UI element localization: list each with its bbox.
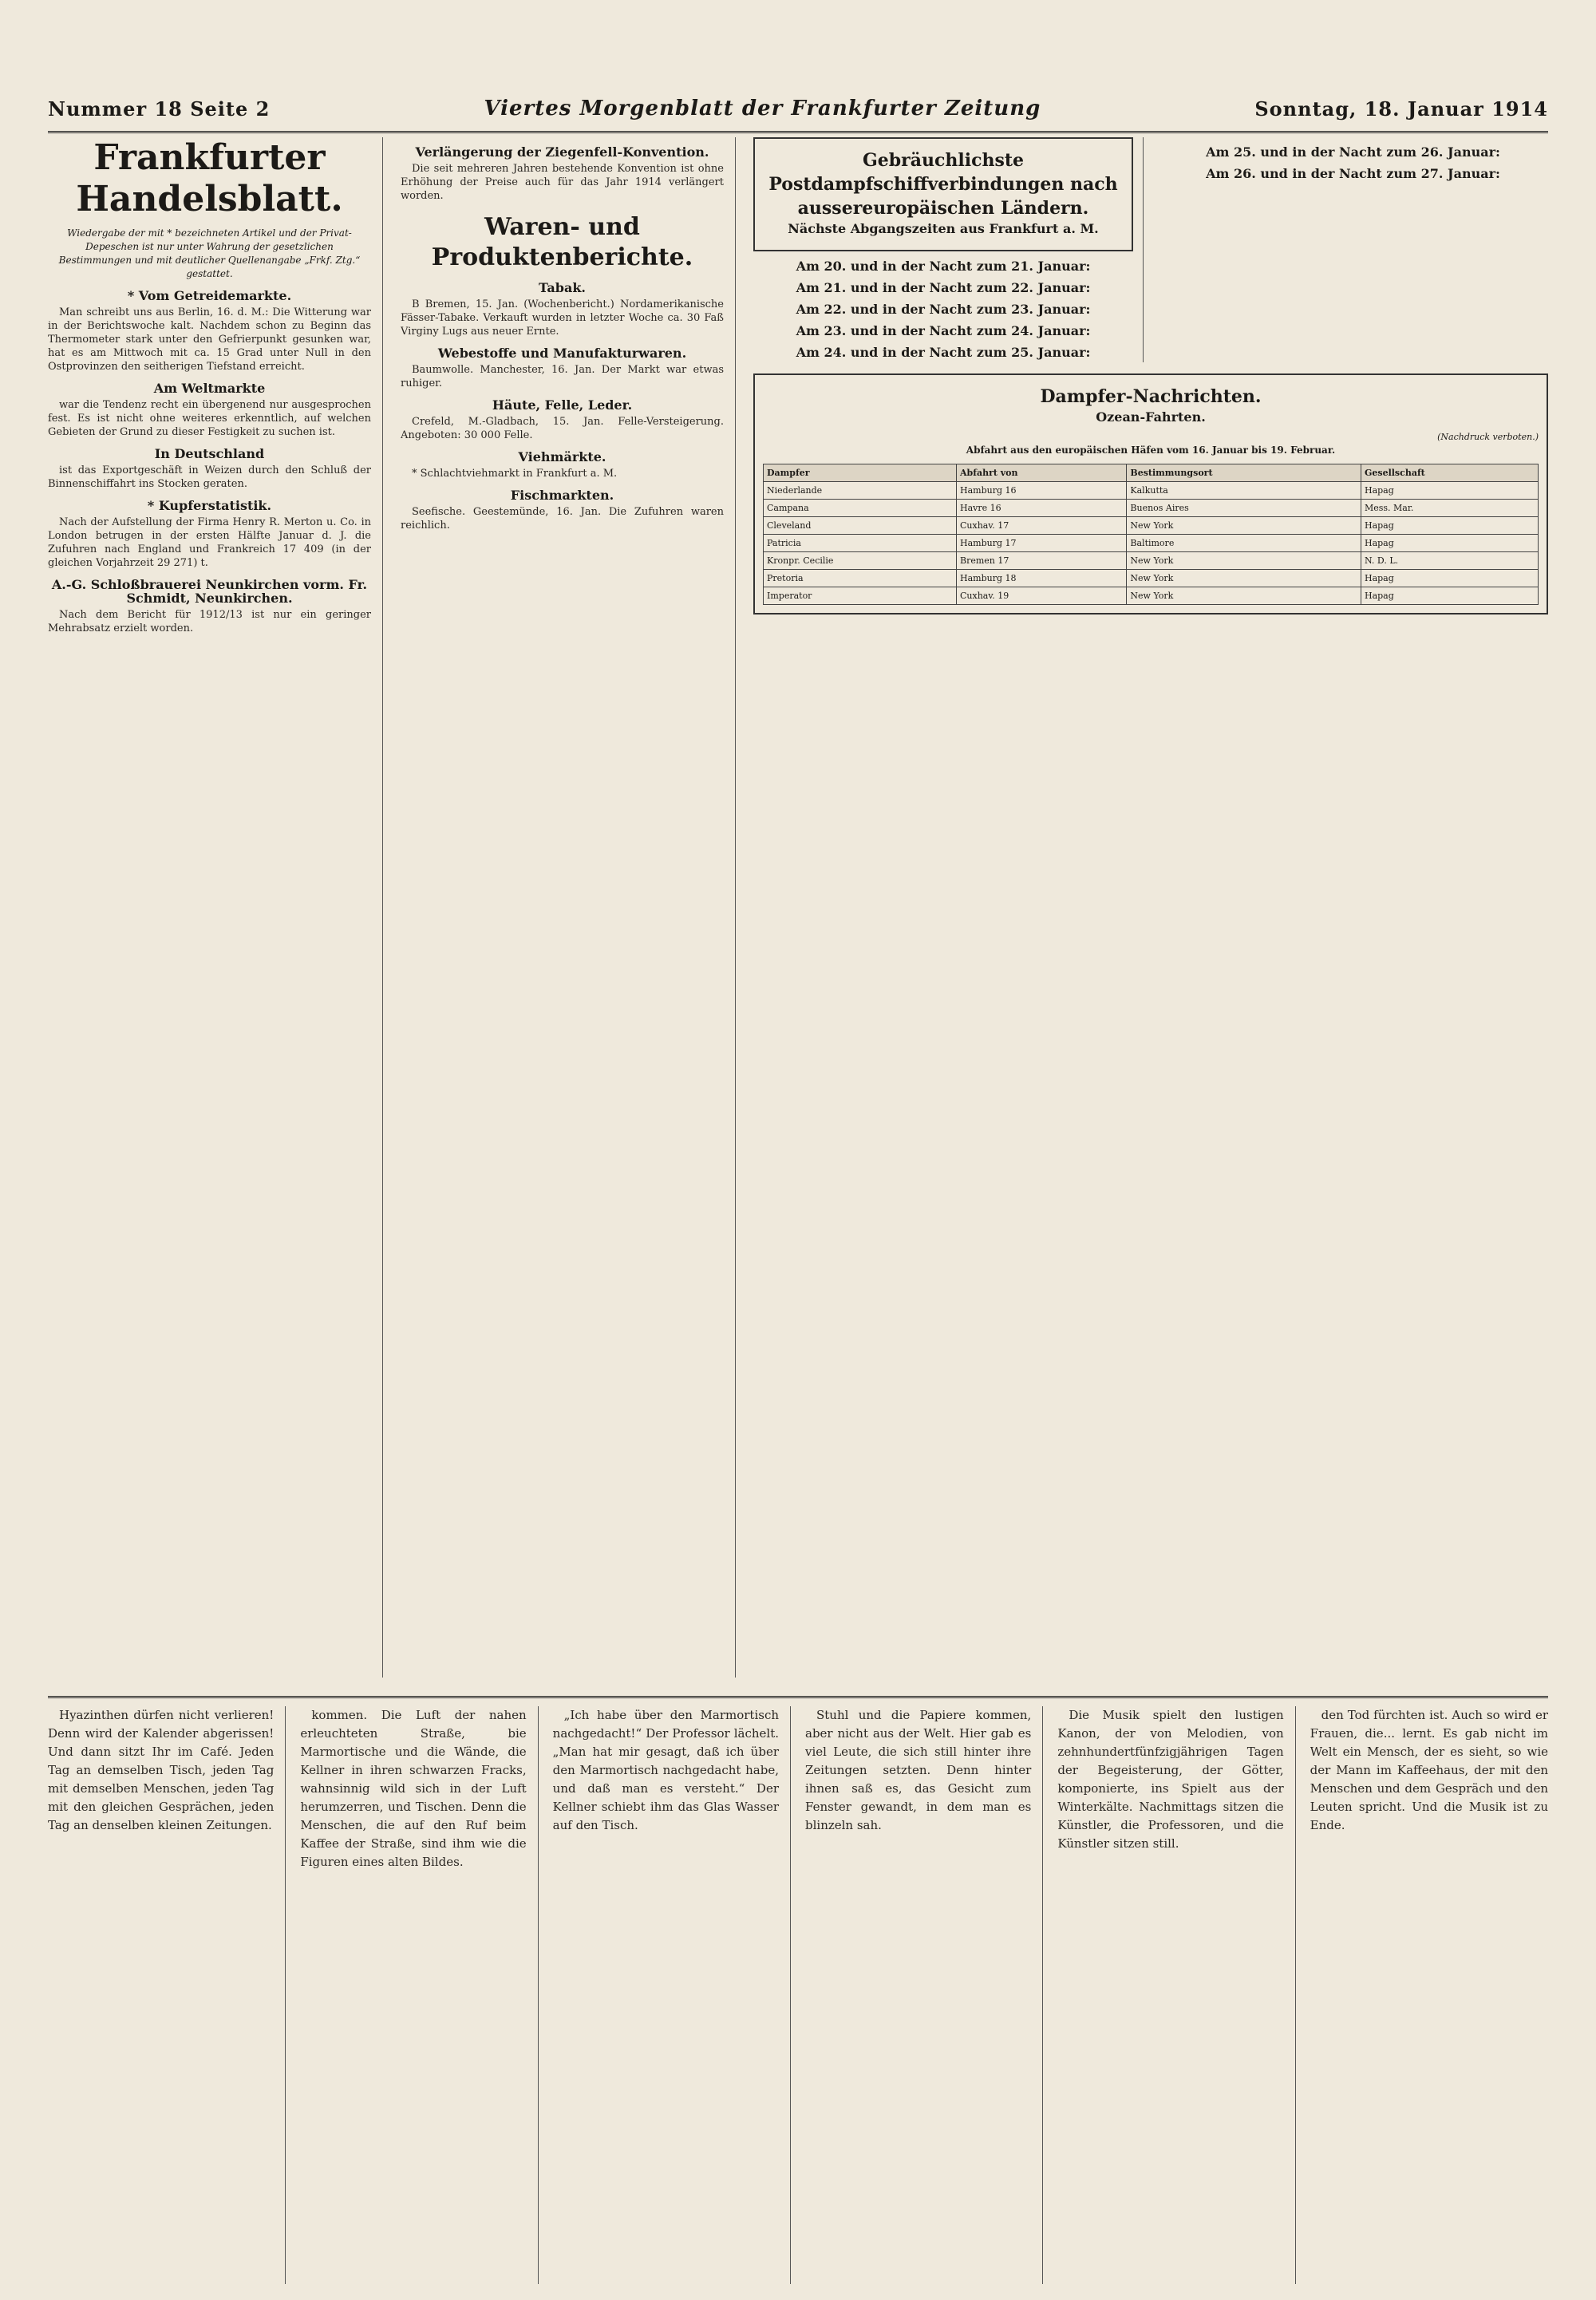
subsection — [401, 398, 724, 442]
ship-company: Hapag — [1361, 482, 1538, 500]
ship-company: Mess. Mar. — [1361, 500, 1538, 517]
postal-box-title: Gebräuchlichste Postdampfschiffverbindungen nach aussereuropäischen Ländern. — [768, 150, 1118, 219]
ship-name: Pretoria — [764, 570, 957, 587]
masthead — [48, 86, 1548, 133]
ship-company: Hapag — [1361, 587, 1538, 605]
postal-schedule-left — [753, 137, 1144, 362]
ship-name: Cleveland — [764, 517, 957, 535]
issue-date: Sonntag, 18. Januar 1914 — [1254, 97, 1548, 121]
departure-heading: Am 26. und in der Nacht zum 27. Januar: — [1206, 166, 1500, 181]
ship-departure: Bremen 17 — [956, 552, 1126, 570]
subsection-heading: Tabak. — [539, 280, 586, 295]
postal-box-subtitle: Nächste Abgangszeiten aus Frankfurt a. M. — [788, 221, 1099, 236]
subsection-heading: Webestoffe und Manufakturwaren. — [437, 346, 687, 361]
table-header: Abfahrt von — [956, 464, 1126, 482]
ship-destination: New York — [1127, 587, 1361, 605]
subsection-text: Baumwolle. Manchester, 16. Jan. Der Markt war etwas ruhiger. — [401, 364, 724, 389]
feuilleton-section — [48, 1696, 1548, 2284]
feuilleton-text: Stuhl und die Papiere kommen, aber nicht aus der Welt. Hier gab es viel Leute, die sich still hinter ihre Zeitungen setzten. Denn hinter ihnen saß es, das Gesicht zum Fenster gewandt, in dem man es blinzeln sah. — [805, 1708, 1032, 1832]
subsection — [401, 281, 724, 338]
ship-departure: Cuxhav. 19 — [956, 587, 1126, 605]
copyright-notice: Wiedergabe der mit * bezeichneten Artikel und der Privat-Depeschen ist nur unter Wahrung der gesetzlichen Bestimmungen und mit deutlicher Quellenangabe „Frkf. Ztg.“ gestattet. — [58, 227, 361, 279]
subsection-heading: Häute, Felle, Leder. — [492, 397, 633, 413]
feuilleton-text: kommen. Die Luft der nahen erleuchteten Straße, bie Marmortische und die Wände, die Kellner in ihren schwarzen Fracks, wahnsinnig wild sich in der Luft herumzerren, und Tischen. Denn die Menschen, die auf den Ruf beim Kaffee der Straße, sind ihm wie die Figuren eines alten Bildes. — [300, 1708, 527, 1869]
table-row — [764, 482, 1539, 500]
ship-name: Kronpr. Cecilie — [764, 552, 957, 570]
ship-table — [763, 464, 1539, 605]
ship-departure: Hamburg 18 — [956, 570, 1126, 587]
subsection-text: B Bremen, 15. Jan. (Wochenbericht.) Nordamerikanische Fässer-Tabake. Verkauft wurden in letzter Woche ca. 30 Faß Virginy Lugs aus neuer Ernte. — [401, 298, 724, 338]
handelsblatt-column — [48, 137, 383, 1678]
feuilleton-text: Hyazinthen dürfen nicht verlieren! Denn wird der Kalender abgerissen! Und dann sitzt Ihr im Café. Jeden Tag an demselben Tisch, jeden Tag mit demselben Menschen, jeden Tag mit den gleichen Gesprächen, jeden Tag an denselben kleinen Zeitungen. — [48, 1708, 275, 1832]
subsection-text: Crefeld, M.-Gladbach, 15. Jan. Felle-Versteigerung. Angeboten: 30 000 Felle. — [401, 416, 724, 441]
ship-departure: Havre 16 — [956, 500, 1126, 517]
table-row — [764, 587, 1539, 605]
departure-heading: Am 20. und in der Nacht zum 21. Januar: — [796, 259, 1091, 274]
ship-departure: Hamburg 16 — [956, 482, 1126, 500]
ship-destination: New York — [1127, 552, 1361, 570]
feuilleton-text: Die Musik spielt den lustigen Kanon, der von Melodien, von zehnhundertfünfzigjährigen Tagen der Begeisterung, der Götter, komponierte, ins Spielt aus der Winterkälte. Nachmittags sitzen die Künstler, die Professoren, und die Künstler sitzen still. — [1057, 1708, 1284, 1851]
subsection-text: Seefische. Geestemünde, 16. Jan. Die Zufuhren waren reichlich. — [401, 506, 724, 532]
convention-text: Die seit mehreren Jahren bestehende Konvention ist ohne Erhöhung der Preise auch für das Jahr 1914 verlängert worden. — [401, 163, 724, 202]
subsection-heading: Viehmärkte. — [518, 449, 606, 464]
departure-heading: Am 23. und in der Nacht zum 24. Januar: — [796, 323, 1091, 338]
subsection — [401, 450, 724, 480]
ship-destination: New York — [1127, 570, 1361, 587]
article-text: Nach der Aufstellung der Firma Henry R. Merton u. Co. in London betrugen in der ersten Hälfte Januar d. J. die Zufuhren nach England und Frankreich 17 409 (in der gleichen Vorjahrzeit 29 271) t. — [48, 516, 371, 569]
feuilleton-text: den Tod fürchten ist. Auch so wird er Frauen, die... lernt. Es gab nicht im Welt ein Mensch, der es sieht, so wie der Mann im Kaffeehaus, der mit den Menschen und dem Gespräch und den Leuten spricht. Und die Musik ist zu Ende. — [1310, 1708, 1548, 1832]
ship-news-subtitle: Ozean-Fahrten. — [1096, 409, 1206, 425]
article — [48, 381, 371, 439]
subsection-heading: Fischmarkten. — [510, 488, 614, 503]
ship-name: Niederlande — [764, 482, 957, 500]
ship-destination: Kalkutta — [1127, 482, 1361, 500]
ship-company: Hapag — [1361, 570, 1538, 587]
article-heading: A.-G. Schloßbrauerei Neunkirchen vorm. Fr. Schmidt, Neunkirchen. — [51, 577, 368, 606]
table-row — [764, 517, 1539, 535]
ship-news — [753, 373, 1548, 615]
table-header: Dampfer — [764, 464, 957, 482]
reprint-notice: (Nachdruck verboten.) — [1437, 432, 1539, 442]
ship-destination: Buenos Aires — [1127, 500, 1361, 517]
postal-schedule-right — [1158, 137, 1548, 362]
article-text: ist das Exportgeschäft in Weizen durch den Schluß der Binnenschiffahrt ins Stocken geraten. — [48, 464, 371, 490]
table-header: Gesellschaft — [1361, 464, 1538, 482]
subsection — [401, 346, 724, 390]
departure-heading: Am 21. und in der Nacht zum 22. Januar: — [796, 280, 1091, 295]
feuilleton-column — [300, 1706, 538, 2284]
ship-name: Campana — [764, 500, 957, 517]
newspaper-name: Viertes Morgenblatt der Frankfurter Zeitung — [484, 97, 1041, 121]
feuilleton-column — [48, 1706, 286, 2284]
postal-box — [753, 137, 1133, 251]
article-text: Nach dem Bericht für 1912/13 ist nur ein geringer Mehrabsatz erzielt worden. — [48, 609, 371, 634]
feuilleton-column — [1057, 1706, 1295, 2284]
feuilleton-column — [805, 1706, 1043, 2284]
table-header: Bestimmungsort — [1127, 464, 1361, 482]
article-heading: * Kupferstatistik. — [147, 498, 272, 513]
ship-company: Hapag — [1361, 535, 1538, 552]
table-row — [764, 570, 1539, 587]
article-text: war die Tendenz recht ein übergenend nur ausgesprochen fest. Es ist nicht ohne weiteres erkenntlich, auf welchen Gebieten der Grund zu dieser Festigkeit zu suchen ist. — [48, 399, 371, 438]
ship-company: N. D. L. — [1361, 552, 1538, 570]
article — [48, 447, 371, 491]
ship-news-title: Dampfer-Nachrichten. — [1040, 386, 1262, 407]
ship-name: Patricia — [764, 535, 957, 552]
section-title: Frankfurter Handelsblatt. — [76, 137, 343, 219]
ship-destination: Baltimore — [1127, 535, 1361, 552]
postal-schedule — [753, 137, 1548, 362]
feuilleton-column — [553, 1706, 791, 2284]
article-heading: * Vom Getreidemarkte. — [127, 288, 292, 303]
ship-departure: Cuxhav. 17 — [956, 517, 1126, 535]
departure-heading: Am 25. und in der Nacht zum 26. Januar: — [1206, 144, 1500, 160]
ship-news-caption: Abfahrt aus den europäischen Häfen vom 16. Januar bis 19. Februar. — [966, 445, 1336, 456]
section-title: Waren- und Produktenberichte. — [431, 213, 693, 271]
convention-heading: Verlängerung der Ziegenfell-Konvention. — [415, 144, 709, 160]
feuilleton-text: „Ich habe über den Marmortisch nachgedacht!“ Der Professor lächelt. „Man hat mir gesagt, daß ich über den Marmortisch nachgedacht habe, und daß man es versteht.“ Der Kellner schiebt ihm das Glas Wasser auf den Tisch. — [552, 1708, 779, 1832]
subsection — [401, 488, 724, 532]
issue-number: Nummer 18 Seite 2 — [48, 97, 271, 121]
subsection-text: * Schlachtviehmarkt in Frankfurt a. M. — [412, 468, 618, 480]
article-heading: In Deutschland — [154, 446, 265, 461]
shipping-column — [753, 137, 1548, 1678]
article — [48, 578, 371, 635]
table-row — [764, 552, 1539, 570]
feuilleton-column — [1310, 1706, 1548, 2284]
table-header-row — [764, 464, 1539, 482]
article — [48, 499, 371, 570]
table-row — [764, 535, 1539, 552]
upper-section — [48, 137, 1548, 1678]
table-row — [764, 500, 1539, 517]
ship-destination: New York — [1127, 517, 1361, 535]
departure-heading: Am 22. und in der Nacht zum 23. Januar: — [796, 302, 1091, 317]
waren-column — [401, 137, 736, 1678]
ship-company: Hapag — [1361, 517, 1538, 535]
ship-name: Imperator — [764, 587, 957, 605]
ship-departure: Hamburg 17 — [956, 535, 1126, 552]
departure-heading: Am 24. und in der Nacht zum 25. Januar: — [796, 345, 1091, 360]
article-text: Man schreibt uns aus Berlin, 16. d. M.: Die Witterung war in der Berichtswoche kalt. Nachdem schon zu Beginn das Thermometer stark unter den Gefrierpunkt gesunken war, hat es am Mittwoch mit ca. 15 Grad unter Null in den Ostprovinzen den seitherigen Tiefstand erreicht. — [48, 306, 371, 373]
article-heading: Am Weltmarkte — [153, 381, 266, 396]
article — [48, 289, 371, 373]
